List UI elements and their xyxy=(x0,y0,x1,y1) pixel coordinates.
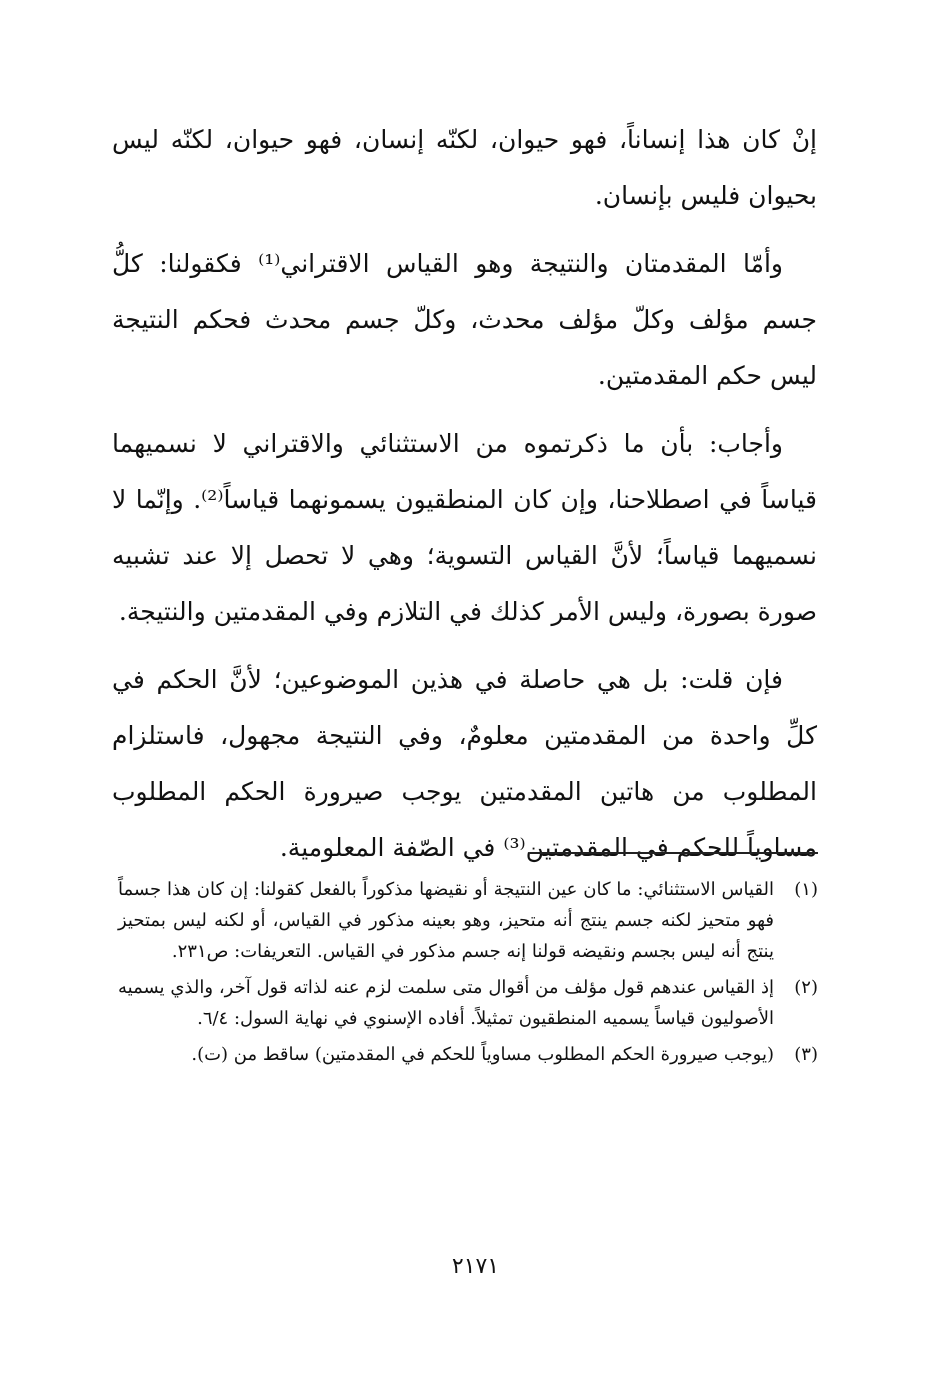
footnote-text: القياس الاستثنائي: ما كان عين النتيجة أو نقيضها مذكوراً بالفعل كقولنا: إن كان هذا جسماً فهو متحيز لكنه جسم ينتج أنه متحيز، وهو بعينه مذكور في القياس، أو لكنه ليس بمتحيز ينتج أنه ليس بجسم ونقيضه قولنا إنه جسم مذكور في القياس. التعريفات: ص٢٣١. xyxy=(118,879,774,962)
main-text xyxy=(112,112,817,888)
paragraph-4: فإن قلت: بل هي حاصلة في هذين الموضوعين؛ لأنَّ الحكم في كلِّ واحدة من المقدمتين معلومٌ، وفي النتيجة مجهول، فاستلزام المطلوب من هاتين المقدمتين يوجب صيرورة الحكم المطلوب مساوياً للحكم في المقدمتين⁽³⁾ في الصّفة المعلومية. xyxy=(112,665,817,862)
footnote-1 xyxy=(118,874,818,967)
footnote-number: (٢) xyxy=(794,977,818,998)
footnote-2 xyxy=(118,972,818,1034)
paragraph-1: إنْ كان هذا إنساناً، فهو حيوان، لكنّه إنسان، فهو حيوان، لكنّه ليس بحيوان فليس بإنسان. xyxy=(112,125,817,210)
footnote-number: (٣) xyxy=(794,1044,818,1065)
paragraph-3: وأجاب: بأن ما ذكرتموه من الاستثنائي والاقتراني لا نسميهما قياساً في اصطلاحنا، وإن كان المنطقيون يسمونهما قياساً⁽²⁾. وإنّما لا نسميهما قياساً؛ لأنَّ القياس التسوية؛ وهي لا تحصل إلا عند تشبيه صورة بصورة، وليس الأمر كذلك في التلازم وفي المقدمتين والنتيجة. xyxy=(112,429,817,626)
footnotes xyxy=(118,874,818,1075)
footnote-3 xyxy=(118,1039,818,1070)
page-number: ٢١٧١ xyxy=(451,1254,500,1279)
footnote-text: (يوجب صيرورة الحكم المطلوب مساوياً للحكم في المقدمتين) ساقط من (ت). xyxy=(191,1044,774,1065)
footnote-separator xyxy=(530,852,818,854)
footnote-text: إذ القياس عندهم قول مؤلف من أقوال متى سلمت لزم عنه لذاته قول آخر، والذي يسميه الأصوليون قياساً يسميه المنطقيون تمثيلاً. أفاده الإسنوي في نهاية السول: ٦/٤. xyxy=(118,977,774,1029)
paragraph-2: وأمّا المقدمتان والنتيجة وهو القياس الاقتراني⁽¹⁾ فكقولنا: كلُّ جسم مؤلف وكلّ مؤلف محدث، وكلّ جسم محدث فحكم النتيجة ليس حكم المقدمتين. xyxy=(112,249,817,390)
footnote-number: (١) xyxy=(794,879,818,900)
